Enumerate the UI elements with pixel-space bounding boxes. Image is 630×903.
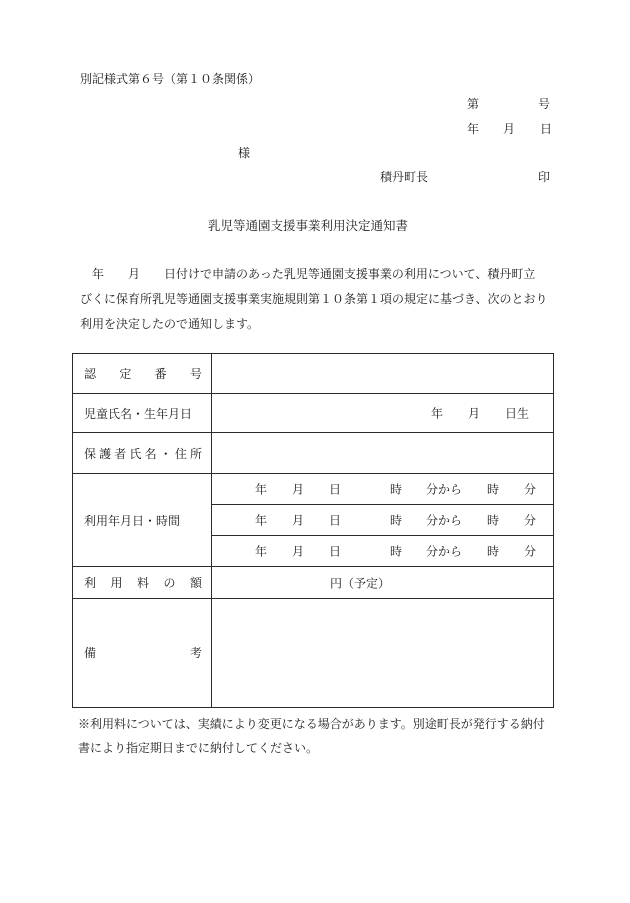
- usage-to-minute: 分: [524, 482, 537, 497]
- decision-table: [72, 353, 554, 708]
- fee-field[interactable]: [212, 567, 554, 599]
- addressee-suffix: 様: [238, 146, 251, 160]
- document-number-label: 第: [467, 97, 480, 111]
- label-char: 保: [84, 446, 97, 461]
- issue-date-month: 月: [503, 122, 516, 136]
- note-line-2: 書により指定期日までに納付してください。: [78, 741, 319, 755]
- usage-day: 日: [329, 513, 342, 528]
- label-char: 者: [114, 446, 127, 461]
- label-char: 額: [189, 576, 202, 590]
- document-number-suffix: 号: [538, 97, 551, 111]
- label-char: 定: [119, 367, 132, 381]
- label-char: 考: [189, 645, 202, 660]
- usage-month: 月: [292, 544, 305, 559]
- remarks-field[interactable]: [212, 599, 554, 708]
- fee-label: [73, 567, 212, 599]
- usage-field-3[interactable]: [212, 536, 554, 567]
- form-number: 別記様式第６号（第１０条関係）: [80, 72, 261, 86]
- usage-day: 日: [329, 544, 342, 559]
- issue-date-year: 年: [467, 122, 480, 136]
- usage-to-hour: 時: [487, 544, 500, 559]
- label-char: 備: [84, 645, 97, 660]
- usage-hour: 時: [390, 482, 403, 497]
- label-char: 用: [110, 576, 123, 590]
- table-row: [73, 433, 554, 474]
- label-char: ・: [159, 446, 172, 461]
- label-char: 認: [84, 367, 97, 381]
- birth-month: 月: [468, 406, 481, 421]
- birth-day: 日生: [505, 406, 530, 421]
- label-char: 名: [144, 446, 157, 461]
- table-row: [73, 394, 554, 433]
- usage-from: 分から: [426, 482, 463, 497]
- guardian-field[interactable]: [212, 433, 554, 474]
- label-char: 護: [99, 446, 112, 461]
- label-char: 利: [84, 576, 97, 590]
- child-field[interactable]: [212, 394, 554, 433]
- usage-month: 月: [292, 513, 305, 528]
- usage-hour: 時: [390, 544, 403, 559]
- usage-year: 年: [255, 513, 268, 528]
- usage-day: 日: [329, 482, 342, 497]
- body-text-line-3: 利用を決定したので通知します。: [80, 317, 260, 331]
- label-char: 住: [174, 446, 187, 461]
- cert-number-field[interactable]: [212, 354, 554, 394]
- label-char: 番: [154, 367, 167, 381]
- issuer-name: 積丹町長: [380, 170, 429, 184]
- usage-label-text: 利用年月日・時間: [84, 513, 181, 528]
- body-text-line-1: 年 月 日付けで申請のあった乳児等通園支援事業の利用について、積丹町立: [80, 267, 536, 281]
- issue-date-day: 日: [540, 122, 553, 136]
- usage-to-hour: 時: [487, 513, 500, 528]
- usage-field-1[interactable]: [212, 474, 554, 505]
- table-row: [73, 354, 554, 394]
- usage-to-hour: 時: [487, 482, 500, 497]
- usage-label: [73, 474, 212, 567]
- label-char: 料: [136, 576, 149, 590]
- usage-field-2[interactable]: [212, 505, 554, 536]
- table-row: [73, 474, 554, 505]
- label-char: 所: [189, 446, 202, 461]
- usage-to-minute: 分: [524, 544, 537, 559]
- table-row: [73, 567, 554, 599]
- usage-year: 年: [255, 482, 268, 497]
- guardian-label: [73, 433, 212, 474]
- label-char: の: [163, 576, 176, 590]
- usage-from: 分から: [426, 513, 463, 528]
- birth-year: 年: [431, 406, 444, 421]
- table-row: [73, 599, 554, 708]
- child-label-text: 児童氏名・生年月日: [84, 406, 193, 421]
- label-char: 号: [189, 367, 202, 381]
- body-text-line-2: びくに保育所乳児等通園支援事業実施規則第１０条第１項の規定に基づき、次のとおり: [80, 292, 548, 306]
- label-char: 氏: [129, 446, 142, 461]
- usage-to-minute: 分: [524, 513, 537, 528]
- cert-number-label: [73, 354, 212, 394]
- child-label: [73, 394, 212, 433]
- usage-month: 月: [292, 482, 305, 497]
- usage-year: 年: [255, 544, 268, 559]
- document-title: 乳児等通園支援事業利用決定通知書: [208, 218, 409, 233]
- fee-value: 円（予定）: [330, 576, 391, 590]
- remarks-label: [73, 599, 212, 708]
- usage-hour: 時: [390, 513, 403, 528]
- seal-mark: 印: [538, 170, 551, 184]
- note-line-1: ※利用料については、実績により変更になる場合があります。別途町長が発行する納付: [78, 717, 545, 731]
- usage-from: 分から: [426, 544, 463, 559]
